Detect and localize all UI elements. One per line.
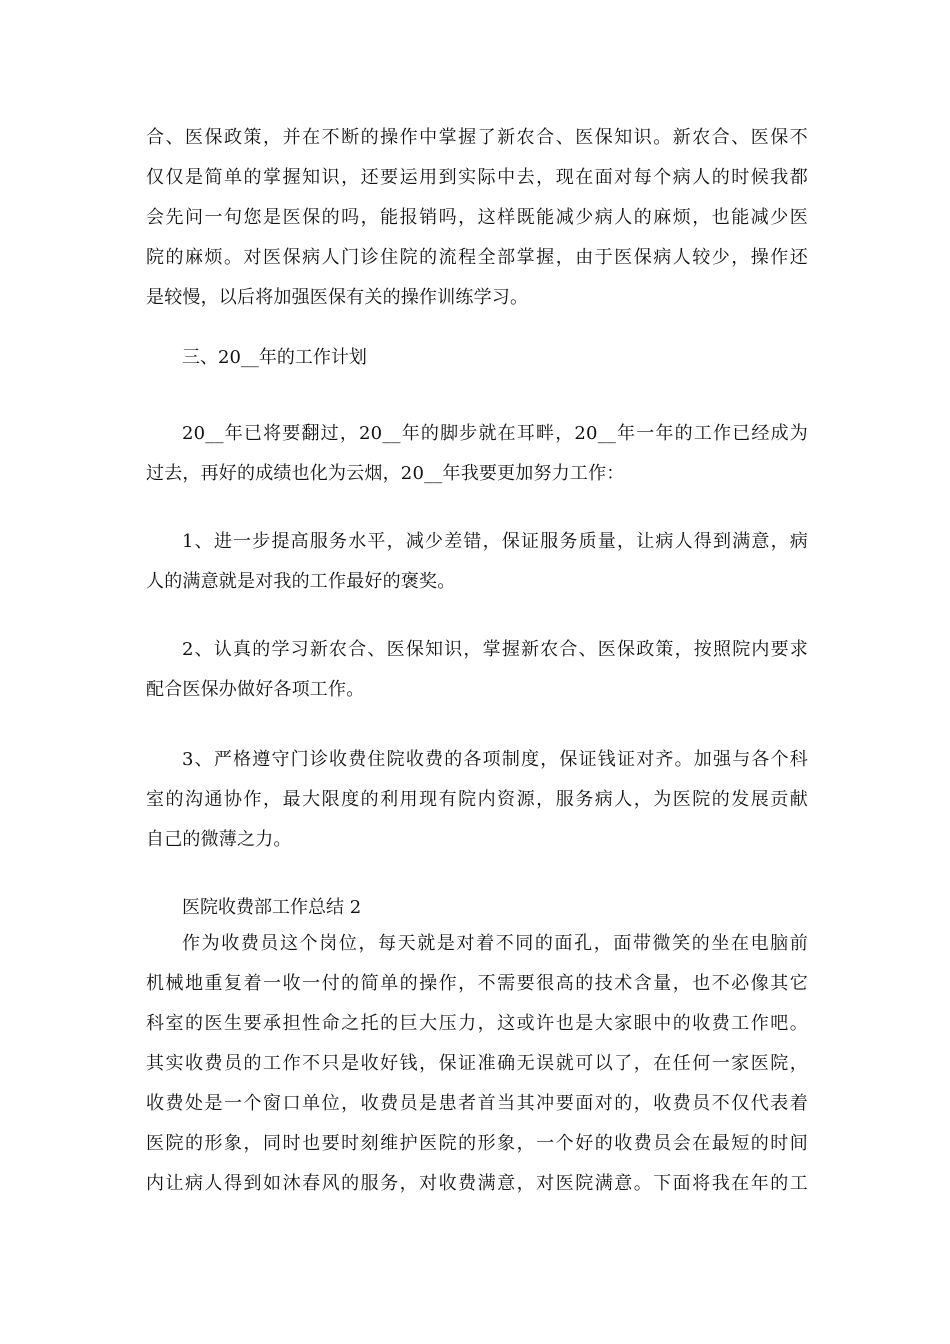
text-line: 2、认真的学习新农合、医保知识，掌握新农合、医保政策，按照院内要求 [182,639,808,660]
plan-item-2 [146,630,808,710]
text-line: 院的麻烦。对医保病人门诊住院的流程全部掌握，由于医保病人较少，操作还 [146,247,808,268]
text-line: 其实收费员的工作不只是收好钱，保证准确无误就可以了，在任何一家医院， [146,1053,808,1074]
text-line: 会先问一句您是医保的吗，能报销吗，这样既能减少病人的麻烦，也能减少医 [146,207,808,228]
text-line: 3、严格遵守门诊收费住院收费的各项制度，保证钱证对齐。加强与各个科 [182,749,808,770]
text-line: 人的满意就是对我的工作最好的褒奖。 [146,571,456,592]
plan-item-3 [146,740,808,860]
text-line: 合、医保政策，并在不断的操作中掌握了新农合、医保知识。新农合、医保不 [146,127,808,148]
paragraph-intro [146,118,808,318]
text-line: 室的沟通协作，最大限度的利用现有院内资源，服务病人，为医院的发展贡献 [146,789,808,810]
text-line: 仅仅是简单的掌握知识，还要运用到实际中去，现在面对每个病人的时候我都 [146,167,808,188]
article-title: 医院收费部工作总结 2 [182,897,362,918]
plan-item-1 [146,522,808,602]
section-heading: 三、20__年的工作计划 [182,347,367,368]
text-line: 自己的微薄之力。 [146,829,292,850]
paragraph-plan [146,414,808,494]
paragraph-article [146,924,808,1204]
text-line: 收费处是一个窗口单位，收费员是患者首当其冲要面对的，收费员不仅代表着 [146,1093,808,1114]
text-line: 机械地重复着一收一付的简单的操作，不需要很高的技术含量，也不必像其它 [146,973,808,994]
text-line: 1、进一步提高服务水平，减少差错，保证服务质量，让病人得到满意，病 [182,531,808,552]
text-line: 是较慢，以后将加强医保有关的操作训练学习。 [146,287,529,308]
text-line: 科室的医生要承担性命之托的巨大压力，这或许也是大家眼中的收费工作吧。 [146,1013,808,1034]
text-line: 配合医保办做好各项工作。 [146,679,365,700]
text-line: 作为收费员这个岗位，每天就是对着不同的面孔，面带微笑的坐在电脑前 [182,933,808,954]
text-line: 医院的形象，同时也要时刻维护医院的形象，一个好的收费员会在最短的时间 [146,1133,808,1154]
text-line: 过去，再好的成绩也化为云烟，20__年我要更加努力工作： [146,463,625,484]
text-line: 内让病人得到如沐春风的服务，对收费满意，对医院满意。下面将我在年的工 [146,1173,808,1194]
text-line: 20__年已将要翻过，20__年的脚步就在耳畔，20__年一年的工作已经成为 [182,423,808,444]
